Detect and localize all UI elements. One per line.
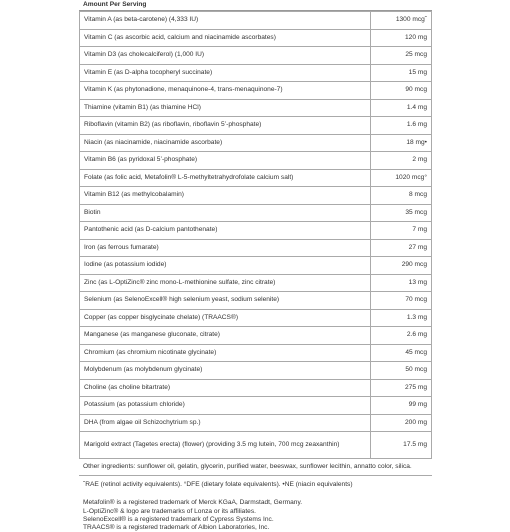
- nutrient-row: [80, 292, 432, 310]
- nutrient-row: [80, 397, 432, 415]
- nutrient-row: [80, 152, 432, 170]
- nutrient-amount: 27 mg: [371, 239, 432, 257]
- nutrient-amount: 15 mg: [371, 64, 432, 82]
- nutrient-name: Vitamin A (as beta-carotene) (4,333 IU): [80, 12, 371, 30]
- nutrient-row: [80, 12, 432, 30]
- nutrient-name: Iodine (as potassium iodide): [80, 257, 371, 275]
- nutrient-name: Molybdenum (as molybdenum glycinate): [80, 362, 371, 380]
- nutrient-amount: 2.6 mg: [371, 327, 432, 345]
- nutrient-amount: 70 mcg: [371, 292, 432, 310]
- nutrient-amount: 1.4 mg: [371, 99, 432, 117]
- nutrient-row: [80, 222, 432, 240]
- nutrient-name: Pantothenic acid (as D-calcium pantothenate): [80, 222, 371, 240]
- nutrient-amount: 200 mg: [371, 414, 432, 432]
- nutrient-row: [80, 362, 432, 380]
- nutrient-row: [80, 344, 432, 362]
- nutrient-name: Chromium (as chromium nicotinate glycinate): [80, 344, 371, 362]
- nutrient-row: [80, 327, 432, 345]
- nutrient-table-body: [80, 12, 432, 459]
- nutrient-row: [80, 64, 432, 82]
- nutrient-row: [80, 239, 432, 257]
- nutrient-name: Thiamine (vitamin B1) (as thiamine HCl): [80, 99, 371, 117]
- nutrient-name: Folate (as folic acid, Metafolin® L-5-methyltetrahydrofolate calcium salt): [80, 169, 371, 187]
- nutrient-name: Choline (as choline bitartrate): [80, 379, 371, 397]
- nutrient-row: [80, 309, 432, 327]
- nutrient-amount: 17.5 mg: [371, 432, 432, 459]
- trademark-notice: Metafolin® is a registered trademark of Merck KGaA, Darmstadt, Germany.: [83, 499, 303, 507]
- nutrient-amount: 90 mcg: [371, 82, 432, 100]
- nutrient-amount: 8 mcg: [371, 187, 432, 205]
- nutrient-row: [80, 117, 432, 135]
- nutrient-amount: 50 mcg: [371, 362, 432, 380]
- trademark-notice: TRAACS® is a registered trademark of Albion Laboratories, Inc.: [83, 524, 270, 532]
- nutrient-name: Vitamin E (as D-alpha tocopheryl succinate): [80, 64, 371, 82]
- nutrient-name: Copper (as copper bisglycinate chelate) (TRAACS®): [80, 309, 371, 327]
- nutrient-row: [80, 187, 432, 205]
- nutrient-name: DHA (from algae oil Schizochytrium sp.): [80, 414, 371, 432]
- nutrient-row: [80, 204, 432, 222]
- trademark-notices: [79, 499, 432, 532]
- nutrient-amount: 2 mg: [371, 152, 432, 170]
- nutrient-amount: 275 mg: [371, 379, 432, 397]
- nutrient-name: Marigold extract (Tagetes erecta) (flower) (providing 3.5 mg lutein, 700 mcg zeaxanthin): [80, 432, 371, 459]
- nutrient-row: [80, 274, 432, 292]
- nutrient-name: Potassium (as potassium chloride): [80, 397, 371, 415]
- nutrient-amount: 7 mg: [371, 222, 432, 240]
- nutrient-amount: 1.6 mg: [371, 117, 432, 135]
- nutrient-name: Vitamin B6 (as pyridoxal 5’-phosphate): [80, 152, 371, 170]
- nutrient-amount: 1300 mcgˆ: [371, 12, 432, 30]
- nutrient-amount: 35 mcg: [371, 204, 432, 222]
- nutrient-amount: 290 mcg: [371, 257, 432, 275]
- nutrient-amount: 25 mcg: [371, 47, 432, 65]
- nutrient-row: [80, 134, 432, 152]
- nutrient-amount: 1020 mcg°: [371, 169, 432, 187]
- nutrient-name: Iron (as ferrous fumarate): [80, 239, 371, 257]
- nutrient-name: Vitamin K (as phytonadione, menaquinone-4, trans-menaquinone-7): [80, 82, 371, 100]
- nutrient-name: Vitamin B12 (as methylcobalamin): [80, 187, 371, 205]
- other-ingredients: Other ingredients: sunflower oil, gelatin, glycerin, purified water, beeswax, sunflower lecithin, annatto color, silica.: [79, 459, 432, 476]
- nutrient-row: [80, 379, 432, 397]
- nutrient-name: Manganese (as manganese gluconate, citrate): [80, 327, 371, 345]
- nutrient-amount: 18 mg•: [371, 134, 432, 152]
- nutrient-row: [80, 257, 432, 275]
- nutrient-name: Selenium (as SelenoExcell® high selenium yeast, sodium selenite): [80, 292, 371, 310]
- equivalents-footnote: ˆRAE (retinol activity equivalents). °DFE (dietary folate equivalents). •NE (niacin equivalents): [83, 480, 353, 488]
- supplement-facts-panel: [79, 0, 432, 532]
- nutrient-row: [80, 169, 432, 187]
- nutrient-name: Vitamin D3 (as cholecalciferol) (1,000 IU): [80, 47, 371, 65]
- nutrient-row: [80, 99, 432, 117]
- nutrient-amount: 1.3 mg: [371, 309, 432, 327]
- nutrient-row: [80, 82, 432, 100]
- amount-per-serving-header: Amount Per Serving: [79, 0, 432, 11]
- nutrient-row: [80, 414, 432, 432]
- nutrient-name: Biotin: [80, 204, 371, 222]
- nutrient-amount: 45 mcg: [371, 344, 432, 362]
- trademark-notice: L-OptiZinc® & logo are trademarks of Lonza or its affiliates.: [83, 507, 256, 515]
- nutrient-amount: 99 mg: [371, 397, 432, 415]
- nutrient-amount: 13 mg: [371, 274, 432, 292]
- nutrient-name: Riboflavin (vitamin B2) (as riboflavin, riboflavin 5’-phosphate): [80, 117, 371, 135]
- nutrient-row: [80, 29, 432, 47]
- nutrient-amount: 120 mg: [371, 29, 432, 47]
- nutrient-table: [79, 11, 432, 459]
- nutrient-name: Vitamin C (as ascorbic acid, calcium and niacinamide ascorbates): [80, 29, 371, 47]
- nutrient-row: [80, 47, 432, 65]
- trademark-notice: SelenoExcell® is a registered trademark of Cypress Systems Inc.: [83, 515, 274, 523]
- nutrient-name: Zinc (as L-OptiZinc® zinc mono-L-methionine sulfate, zinc citrate): [80, 274, 371, 292]
- nutrient-row: [80, 432, 432, 459]
- nutrient-name: Niacin (as niacinamide, niacinamide ascorbate): [80, 134, 371, 152]
